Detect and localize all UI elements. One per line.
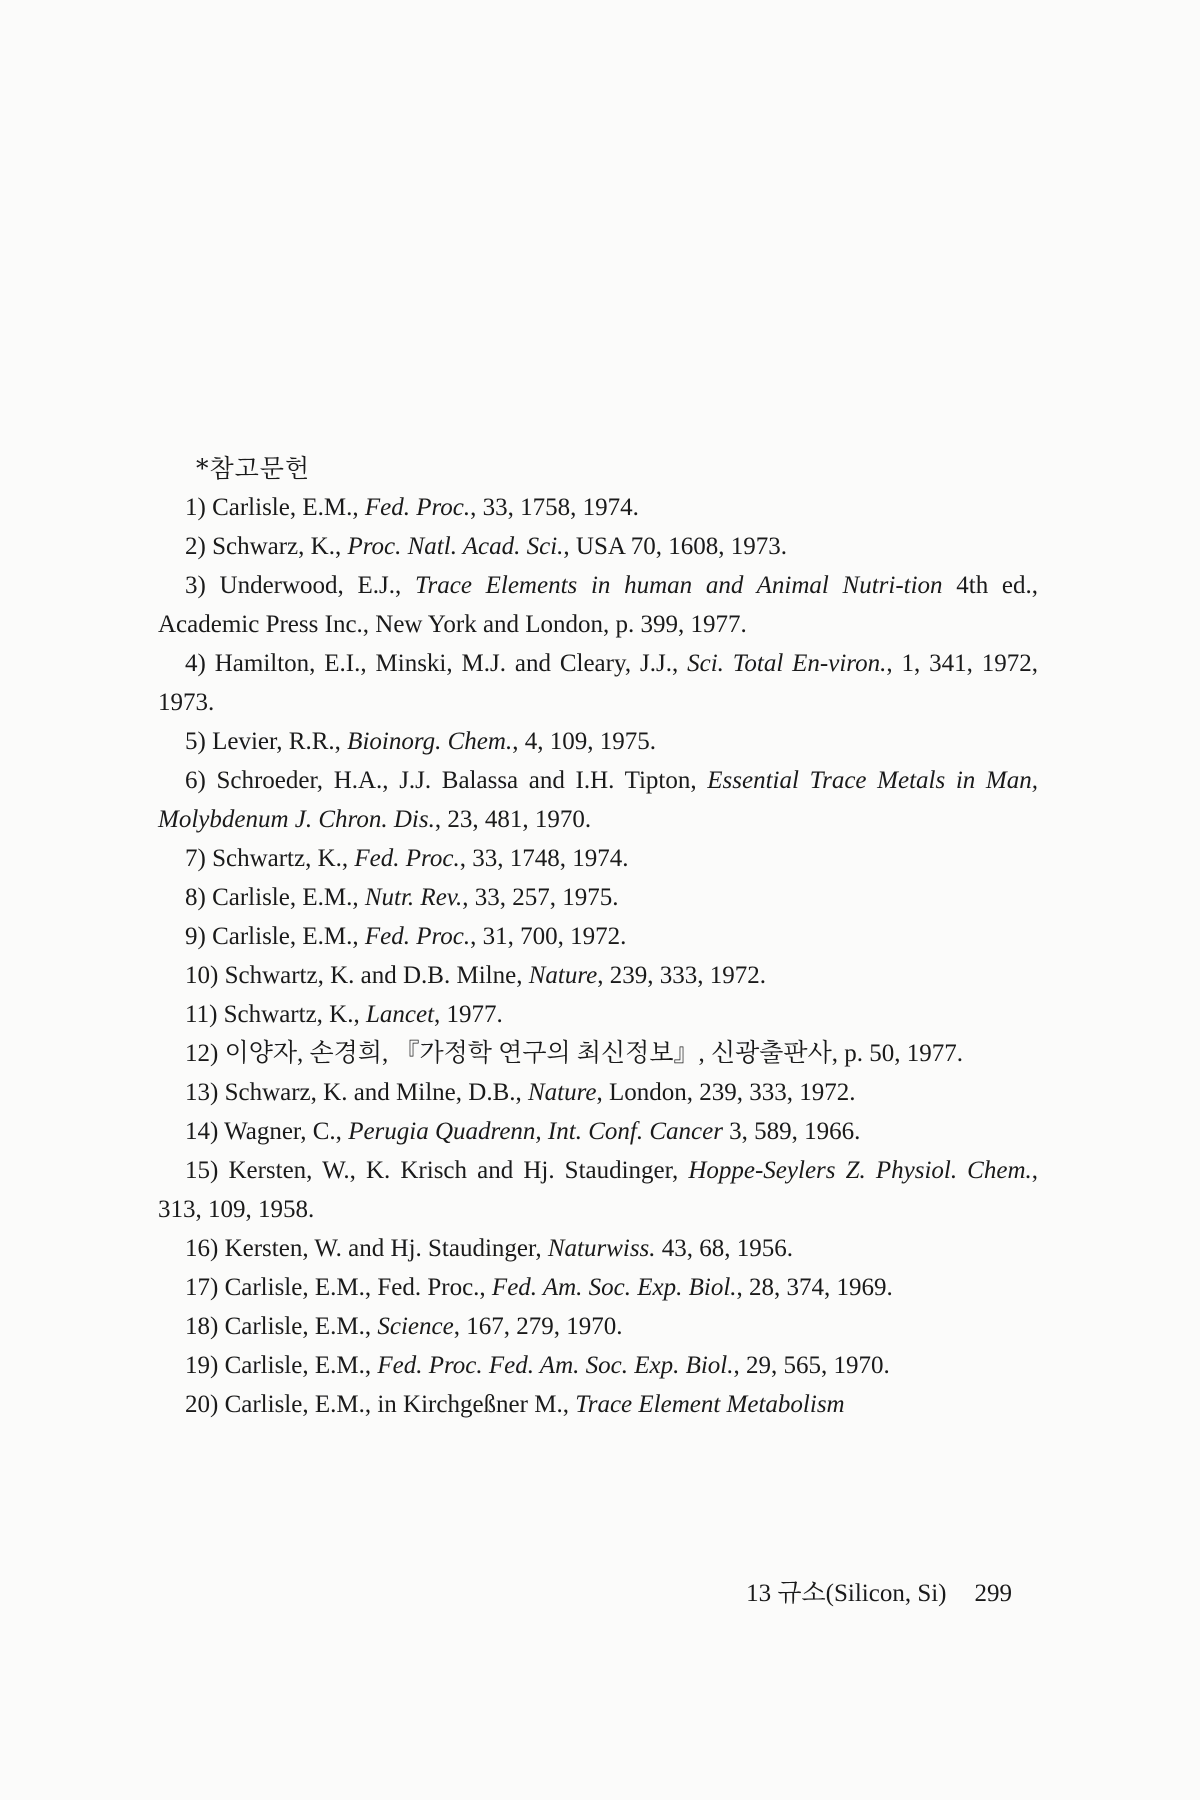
ref-number: 17) [185, 1274, 219, 1301]
ref-details: , 28, 374, 1969. [736, 1274, 893, 1301]
reference-item [158, 1034, 1038, 1073]
ref-authors: Schwarz, K., [212, 533, 348, 560]
ref-number: 15) [185, 1157, 219, 1184]
ref-journal: Hoppe-Seylers Z. Physiol. Chem. [688, 1157, 1032, 1184]
ref-authors: Kersten, W., K. Krisch and Hj. Staudinger, [228, 1157, 689, 1184]
ref-journal: Nutr. Rev. [364, 884, 463, 911]
ref-details: 4th ed., Academic Press Inc., New York and London, p. 399, 1977. [158, 572, 1038, 638]
ref-journal: Sci. Total En-viron. [687, 650, 887, 677]
ref-journal: Proc. Natl. Acad. Sci. [347, 533, 564, 560]
reference-item [158, 995, 1038, 1034]
ref-journal: Fed. Proc. Fed. Am. Soc. Exp. Biol. [377, 1352, 734, 1379]
ref-authors: Carlisle, E.M., [224, 1313, 378, 1340]
ref-details: , 1977. [434, 1001, 503, 1028]
ref-authors: Wagner, C., [224, 1118, 349, 1145]
chapter-title: 13 규소(Silicon, Si) [746, 1580, 947, 1607]
ref-number: 7) [185, 845, 206, 872]
ref-number: 13) [185, 1079, 219, 1106]
ref-details: , 33, 1758, 1974. [470, 494, 639, 521]
ref-details: , 313, 109, 1958. [158, 1157, 1039, 1223]
ref-authors: Schroeder, H.A., J.J. Balassa and I.H. Tipton, [216, 767, 708, 794]
reference-item [158, 878, 1038, 917]
reference-item [158, 722, 1038, 761]
ref-journal: Fed. Proc. [354, 845, 460, 872]
ref-number: 18) [185, 1313, 219, 1340]
ref-authors: Underwood, E.J., [219, 572, 415, 599]
ref-details: , 31, 700, 1972. [470, 923, 627, 950]
reference-item [158, 1151, 1038, 1229]
ref-authors: Carlisle, E.M., Fed. Proc., [224, 1274, 492, 1301]
ref-authors: Carlisle, E.M., in Kirchgeßner M., [224, 1391, 576, 1418]
ref-journal: Lancet [365, 1001, 435, 1028]
ref-number: 14) [185, 1118, 219, 1145]
ref-details: , USA 70, 1608, 1973. [563, 533, 788, 560]
page-number: 299 [974, 1580, 1012, 1607]
ref-number: 6) [185, 767, 206, 794]
ref-number: 19) [185, 1352, 219, 1379]
ref-number: 10) [185, 962, 219, 989]
ref-number: 20) [185, 1391, 219, 1418]
ref-journal: Trace Element Metabolism [575, 1391, 845, 1418]
ref-authors: Schwartz, K. and D.B. Milne, [224, 962, 529, 989]
ref-number: 9) [185, 923, 206, 950]
ref-details: , 23, 481, 1970. [434, 806, 592, 833]
reference-item [158, 1229, 1038, 1268]
ref-number: 5) [185, 728, 206, 755]
ref-number: 11) [185, 1001, 218, 1028]
ref-number: 1) [185, 494, 206, 521]
reference-item [158, 1307, 1038, 1346]
ref-details: , 33, 1748, 1974. [459, 845, 629, 872]
reference-item [158, 644, 1038, 722]
ref-authors: Hamilton, E.I., Minski, M.J. and Cleary, J.J., [214, 650, 688, 677]
running-footer [746, 1573, 1012, 1609]
ref-journal: Perugia Quadrenn, Int. Conf. Cancer [348, 1118, 723, 1145]
references-heading: *참고문헌 [196, 454, 311, 483]
ref-authors: Carlisle, E.M., [224, 1352, 378, 1379]
ref-authors: Schwarz, K. and Milne, D.B., [224, 1079, 528, 1106]
reference-item [158, 917, 1038, 956]
ref-details: , 239, 333, 1972. [597, 962, 766, 989]
reference-item [158, 1268, 1038, 1307]
ref-journal: Nature [528, 962, 598, 989]
ref-details: 3, 589, 1966. [722, 1118, 861, 1145]
reference-item [158, 566, 1038, 644]
ref-number: 16) [185, 1235, 219, 1262]
reference-item [158, 527, 1038, 566]
ref-authors: 이양자, 손경희, 『가정학 연구의 최신정보』, 신광출판사, p. 50, 1977. [224, 1040, 963, 1067]
ref-details: , London, 239, 333, 1972. [596, 1079, 856, 1106]
ref-authors: Carlisle, E.M., [212, 494, 365, 521]
ref-journal: Fed. Proc. [364, 923, 471, 950]
ref-details: , 167, 279, 1970. [453, 1313, 623, 1340]
ref-details: , 4, 109, 1975. [512, 728, 656, 755]
ref-journal: Nature [528, 1079, 597, 1106]
ref-number: 4) [185, 650, 206, 677]
ref-details: , 29, 565, 1970. [733, 1352, 890, 1379]
reference-item [158, 1385, 1038, 1424]
reference-item [158, 839, 1038, 878]
ref-authors: Carlisle, E.M., [212, 884, 365, 911]
ref-details: , 1, 341, 1972, 1973. [158, 650, 1039, 716]
ref-journal: Science [377, 1313, 454, 1340]
ref-authors: Schwartz, K., [223, 1001, 366, 1028]
ref-journal: Trace Elements in human and Animal Nutri-tion [414, 572, 943, 599]
ref-number: 2) [185, 533, 206, 560]
ref-details: 43, 68, 1956. [655, 1235, 794, 1262]
ref-journal: Fed. Proc. [364, 494, 471, 521]
reference-item [158, 1073, 1038, 1112]
ref-authors: Kersten, W. and Hj. Staudinger, [224, 1235, 548, 1262]
ref-authors: Carlisle, E.M., [212, 923, 365, 950]
reference-item [158, 488, 1038, 527]
ref-authors: Levier, R.R., [212, 728, 348, 755]
ref-journal: Naturwiss. [547, 1235, 656, 1262]
ref-number: 12) [185, 1040, 219, 1067]
ref-number: 3) [185, 572, 206, 599]
reference-item [158, 1112, 1038, 1151]
ref-journal: Bioinorg. Chem. [347, 728, 513, 755]
reference-item [158, 1346, 1038, 1385]
ref-authors: Schwartz, K., [212, 845, 355, 872]
ref-journal: Fed. Am. Soc. Exp. Biol. [491, 1274, 737, 1301]
ref-details: , 33, 257, 1975. [462, 884, 619, 911]
reference-list [158, 488, 1038, 1424]
reference-item [158, 761, 1038, 839]
reference-item [158, 956, 1038, 995]
ref-number: 8) [185, 884, 206, 911]
ref-journal: Essential Trace Metals in Man, Molybdenum J. Chron. Dis. [158, 767, 1039, 833]
